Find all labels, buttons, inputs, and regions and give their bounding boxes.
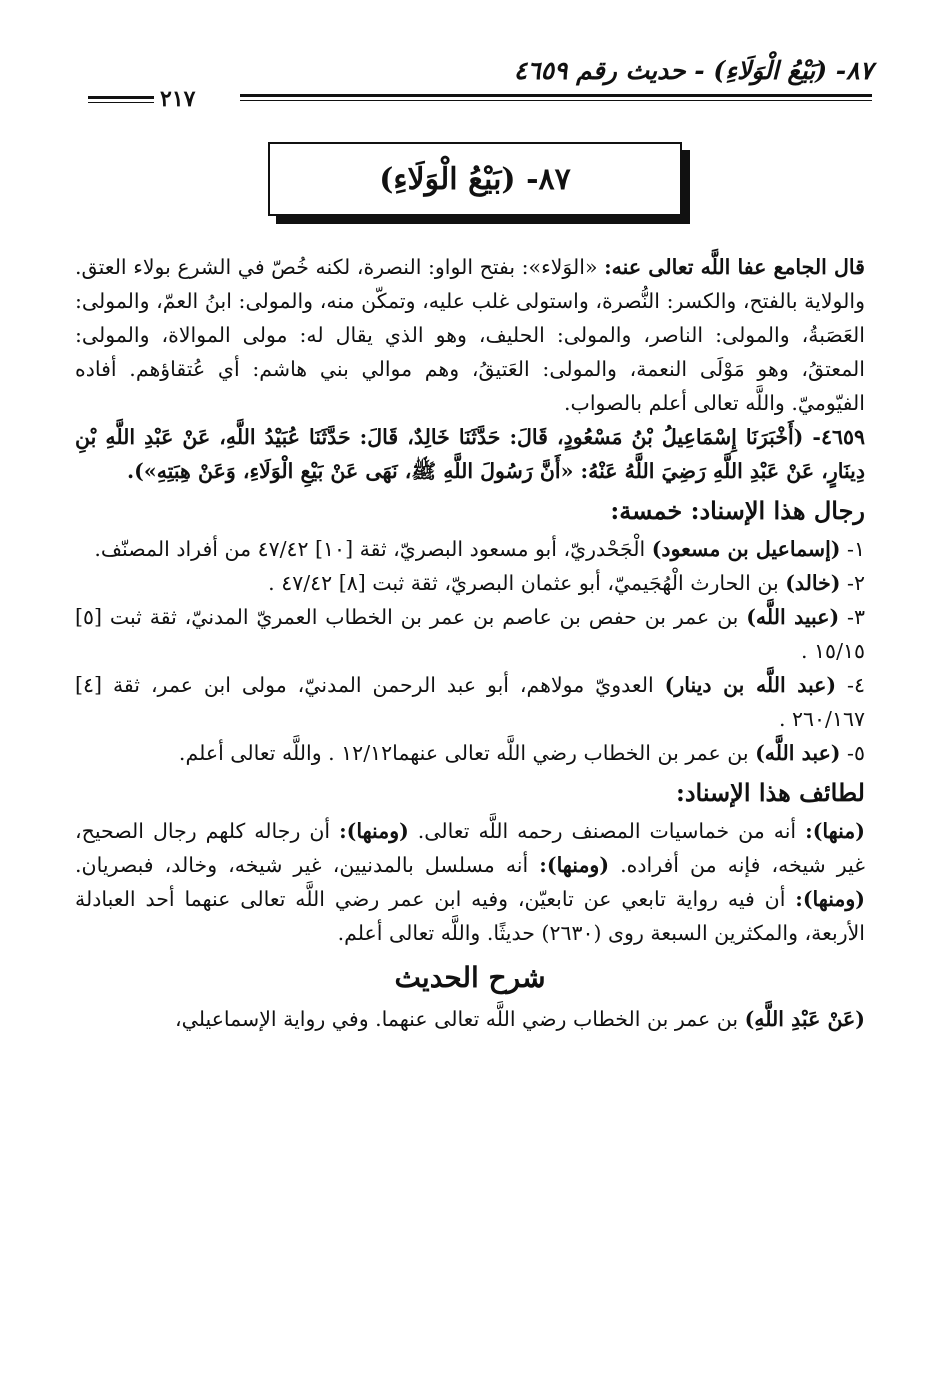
narrator-item	[75, 532, 865, 566]
chapter-title: ٨٧- (بَيْعُ الْوَلَاءِ)	[379, 161, 571, 197]
subtlety-text: أنه من خماسيات المصنف رحمه اللَّه تعالى.	[417, 819, 797, 843]
narrator-text: بن الحارث الْهُجَيميّ، أبو عثمان البصريّ، ثقة ثبت [٨] ٤٧/٤٢ .	[268, 571, 779, 595]
page-number: ٢١٧	[160, 86, 196, 112]
narrator-text: الْجَحْدريّ، أبو مسعود البصريّ، ثقة [١٠] ٤٧/٤٢ من أفراد المصنّف.	[94, 537, 646, 561]
narrator-item	[75, 600, 865, 668]
header-rule-thin	[240, 100, 872, 101]
narrator-name: (عبيد اللَّه)	[746, 605, 840, 629]
narrator-number: ٣-	[847, 605, 865, 629]
narrator-text: بن عمر بن حفص بن عاصم بن عمر بن الخطاب العمريّ المدنيّ، ثقة ثبت [٥] ١٥/١٥ .	[75, 605, 865, 663]
commentary-heading: شرح الحديث	[394, 961, 546, 994]
narrator-item	[75, 668, 865, 736]
subtlety-lead: (ومنها):	[795, 887, 865, 911]
narrator-name: (عبد اللَّه بن دينار)	[664, 673, 837, 697]
narrator-item	[75, 736, 865, 770]
page-body	[75, 250, 865, 1036]
narrator-number: ١-	[847, 537, 865, 561]
narrator-text: بن عمر بن الخطاب رضي اللَّه تعالى عنهما١٢/١٢ . واللَّه تعالى أعلم.	[178, 741, 749, 765]
narrator-number: ٢-	[847, 571, 865, 595]
subtlety-lead: (منها):	[805, 819, 865, 843]
subtleties-paragraph	[75, 814, 865, 950]
narrator-number: ٥-	[847, 741, 865, 765]
hadith-text: ٤٦٥٩- (أَخْبَرَنَا إِسْمَاعِيلُ بْنُ مَسْعُودٍ، قَالَ: حَدَّثَنَا خَالِدٌ، قَالَ: حَدَّثَنَا عُبَيْدُ اللَّهِ، عَنْ عَبْدِ اللَّهِ بْنِ دِينَارٍ، عَنْ عَبْدِ اللَّهِ رَضِيَ اللَّهُ عَنْهُ: «أَنَّ رَسُولَ اللَّهِ ﷺ، نَهَى عَنْ بَيْعِ الْوَلَاءِ، وَعَنْ هِبَتِهِ»).	[75, 425, 865, 483]
intro-lead: قال الجامع عفا اللَّه تعالى عنه:	[604, 255, 865, 279]
subtlety-lead: (ومنها):	[339, 819, 409, 843]
subtleties-heading: لطائف هذا الإسناد:	[675, 778, 865, 807]
narrator-name: (خالد)	[785, 571, 841, 595]
chapter-title-box	[268, 142, 682, 216]
subtlety-text: أنه مسلسل بالمدنيين، غير شيخه، وخالد، فبصريان.	[75, 853, 529, 877]
commentary-lead: (عَنْ عَبْدِ اللَّهِ)	[744, 1007, 865, 1031]
narrators-heading: رجال هذا الإسناد: خمسة:	[610, 496, 865, 525]
narrator-name: (عبد اللَّه)	[755, 741, 841, 765]
narrator-text: العدويّ مولاهم، أبو عبد الرحمن المدنيّ، مولى ابن عمر، ثقة [٤] ٢٦٠/١٦٧ .	[75, 673, 865, 731]
subtlety-lead: (ومنها):	[539, 853, 610, 877]
narrator-number: ٤-	[847, 673, 865, 697]
header-rule	[240, 94, 872, 97]
running-header: ٨٧- (بَيْعُ الْوَلَاءِ) - حديث رقم ٤٦٥٩	[513, 56, 873, 85]
commentary-text: بن عمر بن الخطاب رضي اللَّه تعالى عنهما. وفي رواية الإسماعيلي،	[175, 1007, 739, 1031]
intro-paragraph	[75, 250, 865, 420]
intro-text: «الوَلاء»: بفتح الواو: النصرة، لكنه خُصّ في الشرع بولاء العتق. والولاية بالفتح، والكسر: النُّصرة، واستولى غلب عليه، وتمكّن منه، والمولى: ابنُ العمّ، والمولى: العَصَبةُ، والمولى: الناصر، والمولى: الحليف، وهو الذي يقال له: مولى الموالاة، والمولى: المعتقُ، وهو مَوْلَى النعمة، والمولى: العَتيقُ، وهم موالي بني هاشم: أي عُتقاؤهم. أفاده الفيّوميّ. واللَّه تعالى أعلم بالصواب.	[75, 255, 865, 415]
header-rule-short-thin	[88, 102, 154, 103]
narrator-item	[75, 566, 865, 600]
header-rule-short	[88, 96, 154, 99]
commentary-paragraph	[75, 1002, 865, 1036]
subtlety-text: أن فيه رواية تابعي عن تابعيّن، وفيه ابن عمر رضي اللَّه تعالى عنهما أحد العبادلة الأربعة، والمكثرين السبعة روى (٢٦٣٠) حديثًا. واللَّه تعالى أعلم.	[75, 887, 865, 945]
subtlety-text: أن رجاله كلهم رجال الصحيح، غير شيخه، فإنه من أفراده.	[75, 819, 865, 877]
narrator-name: (إسماعيل بن مسعود)	[651, 537, 841, 561]
